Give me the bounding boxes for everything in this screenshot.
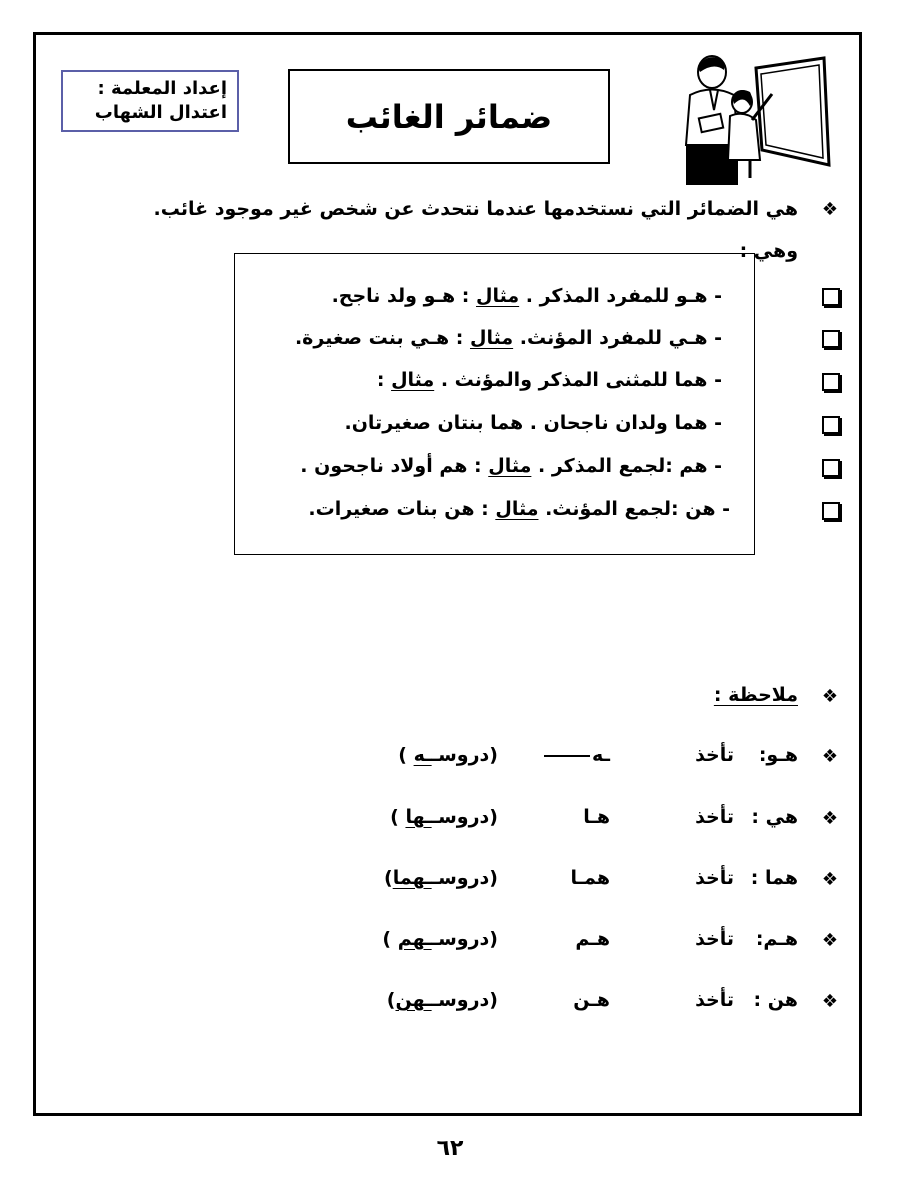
page-title: ضمائر الغائب bbox=[345, 97, 553, 136]
example-1-suffix: ـه bbox=[542, 744, 610, 766]
definition-4: - هما ولدان ناجحان . هما بنتان صغيرتان. bbox=[344, 412, 722, 434]
diamond-bullet-icon: ❖ bbox=[821, 991, 839, 1012]
example-5-suffix: هـن bbox=[573, 989, 610, 1011]
page-number: ٦٢ bbox=[436, 1136, 464, 1161]
diamond-bullet-icon: ❖ bbox=[821, 930, 839, 951]
diamond-bullet-icon: ❖ bbox=[821, 199, 839, 220]
author-line-2: اعتدال الشهاب bbox=[94, 102, 227, 123]
diamond-bullet-icon: ❖ bbox=[821, 808, 839, 829]
author-line-1: إعداد المعلمة : bbox=[97, 78, 227, 99]
example-1-pronoun: هـو: bbox=[758, 744, 798, 766]
definition-2: - هـي للمفرد المؤنث. مثال : هـي بنت صغيرة. bbox=[294, 327, 722, 349]
example-5-pronoun: هن : bbox=[753, 989, 798, 1011]
example-1-word: (دروســه ) bbox=[398, 744, 498, 766]
intro-line-1: هي الضمائر التي نستخدمها عندما نتحدث عن شخص غير موجود غائب. bbox=[153, 198, 798, 220]
diamond-bullet-icon: ❖ bbox=[821, 869, 839, 890]
definition-6: - هن :لجمع المؤنث. مثال : هن بنات صغيرات. bbox=[308, 498, 730, 520]
author-box bbox=[61, 70, 239, 132]
example-4-pronoun: هـم: bbox=[755, 928, 798, 950]
example-3-pronoun: هما : bbox=[750, 867, 798, 889]
definition-3: - هما للمثنى المذكر والمؤنث . مثال : bbox=[376, 369, 722, 391]
definition-5: - هم :لجمع المذكر . مثال : هم أولاد ناجحون . bbox=[300, 455, 722, 477]
checkbox-icon bbox=[822, 459, 840, 477]
diamond-bullet-icon: ❖ bbox=[821, 746, 839, 767]
example-4-verb: تأخذ bbox=[695, 928, 734, 950]
checkbox-icon bbox=[822, 330, 840, 348]
intro-line-2: وهي : bbox=[739, 240, 798, 262]
checkbox-icon bbox=[822, 502, 840, 520]
teacher-student-board-illustration bbox=[664, 50, 834, 185]
example-3-suffix: همـا bbox=[570, 867, 610, 889]
page-frame bbox=[33, 32, 862, 1116]
example-5-word: (دروســهن) bbox=[386, 989, 498, 1011]
example-1-verb: تأخذ bbox=[695, 744, 734, 766]
diamond-bullet-icon: ❖ bbox=[821, 686, 839, 707]
title-box bbox=[288, 69, 610, 164]
example-4-word: (دروســهم ) bbox=[382, 928, 498, 950]
example-3-word: (دروســهما) bbox=[384, 867, 498, 889]
example-3-verb: تأخذ bbox=[695, 867, 734, 889]
definition-1: - هـو للمفرد المذكر . مثال : هـو ولد ناجح. bbox=[331, 285, 722, 307]
example-2-verb: تأخذ bbox=[695, 806, 734, 828]
checkbox-icon bbox=[822, 373, 840, 391]
example-2-suffix: هـا bbox=[583, 806, 610, 828]
checkbox-icon bbox=[822, 288, 840, 306]
example-5-verb: تأخذ bbox=[695, 989, 734, 1011]
note-label: ملاحظة : bbox=[713, 684, 798, 706]
example-4-suffix: هـم bbox=[575, 928, 610, 950]
example-2-pronoun: هي : bbox=[751, 806, 798, 828]
checkbox-icon bbox=[822, 416, 840, 434]
example-2-word: (دروســها ) bbox=[390, 806, 498, 828]
